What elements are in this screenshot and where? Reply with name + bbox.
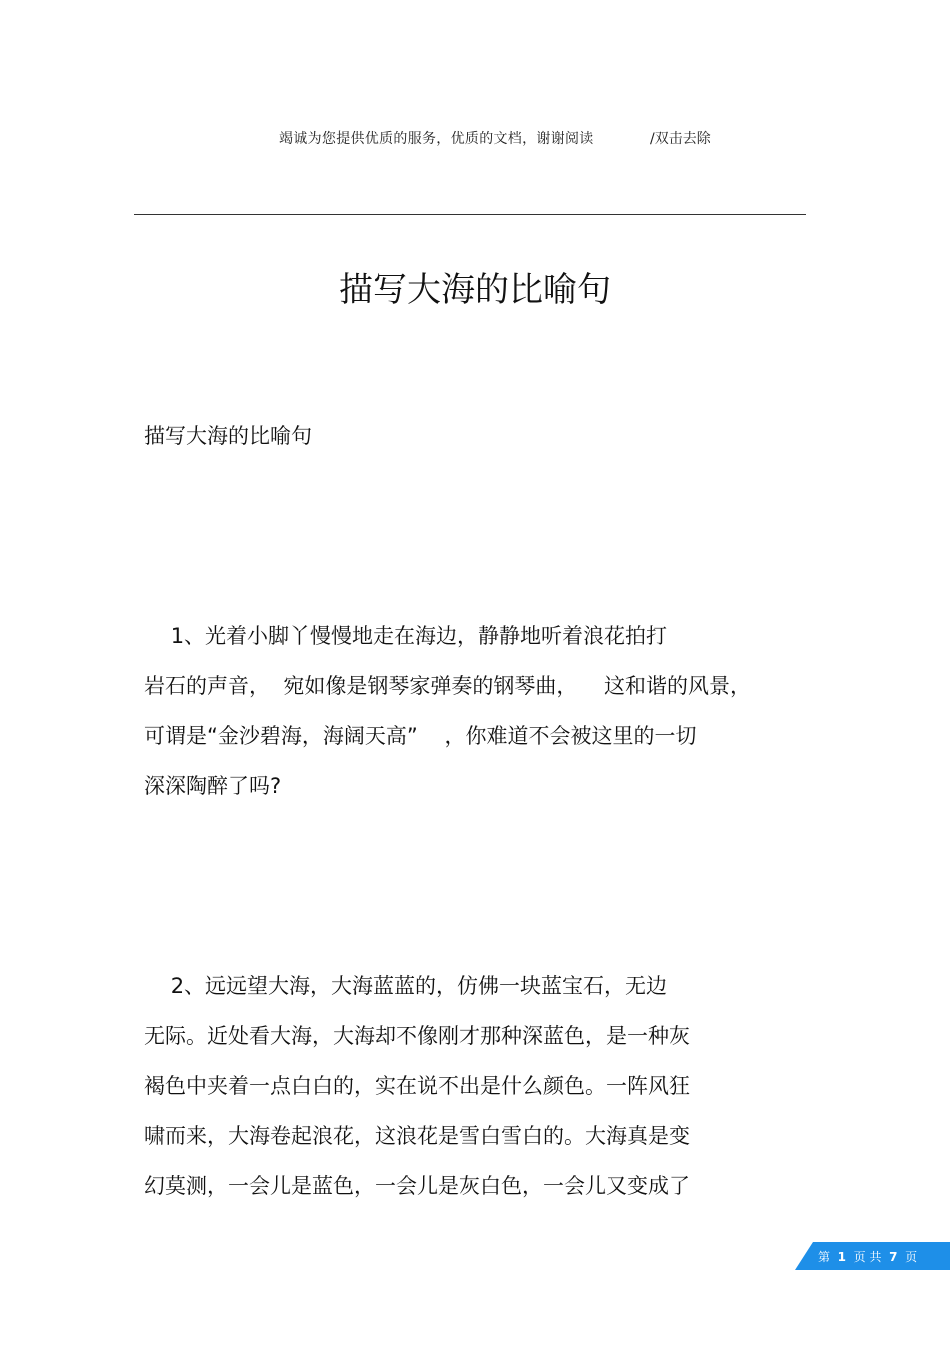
paragraph-line: 啸而来，大海卷起浪花，这浪花是雪白雪白的。大海真是变 [144,1124,690,1148]
paragraph-line: 褐色中夹着一点白白的，实在说不出是什么颜色。一阵风狂 [144,1074,690,1098]
page-suffix: 页 [905,1250,918,1264]
page-prefix: 第 [818,1250,831,1264]
page-current: 1 [837,1250,847,1264]
page-total: 7 [889,1250,898,1264]
paragraph-line: 2、远远望大海，大海蓝蓝的，仿佛一块蓝宝石，无边 [144,974,668,998]
paragraph-line: 无际。近处看大海，大海却不像刚才那种深蓝色，是一种灰 [144,1024,690,1048]
document-title: 描写大海的比喻句 [339,270,611,310]
paragraph-line: 1、光着小脚丫慢慢地走在海边，静静地听着浪花拍打 [144,624,668,648]
paragraph-line: 幻莫测，一会儿是蓝色，一会儿是灰白色，一会儿又变成了 [144,1174,690,1198]
paragraph-line: 岩石的声音， 宛如像是钢琴家弹奏的钢琴曲， 这和谐的风景， [144,674,752,698]
paragraph-line: 可谓是“金沙碧海，海阔天高” ，你难道不会被这里的一切 [144,724,697,748]
header-divider [134,214,806,215]
header-notice: 竭诚为您提供优质的服务，优质的文档，谢谢阅读 [279,131,594,147]
page-middle: 页 共 [853,1250,882,1264]
page-number [818,1248,917,1265]
paragraph-line: 深深陶醉了吗? [144,774,282,798]
document-subtitle: 描写大海的比喻句 [144,424,312,448]
header-dismiss-hint[interactable]: /双击去除 [650,131,711,147]
